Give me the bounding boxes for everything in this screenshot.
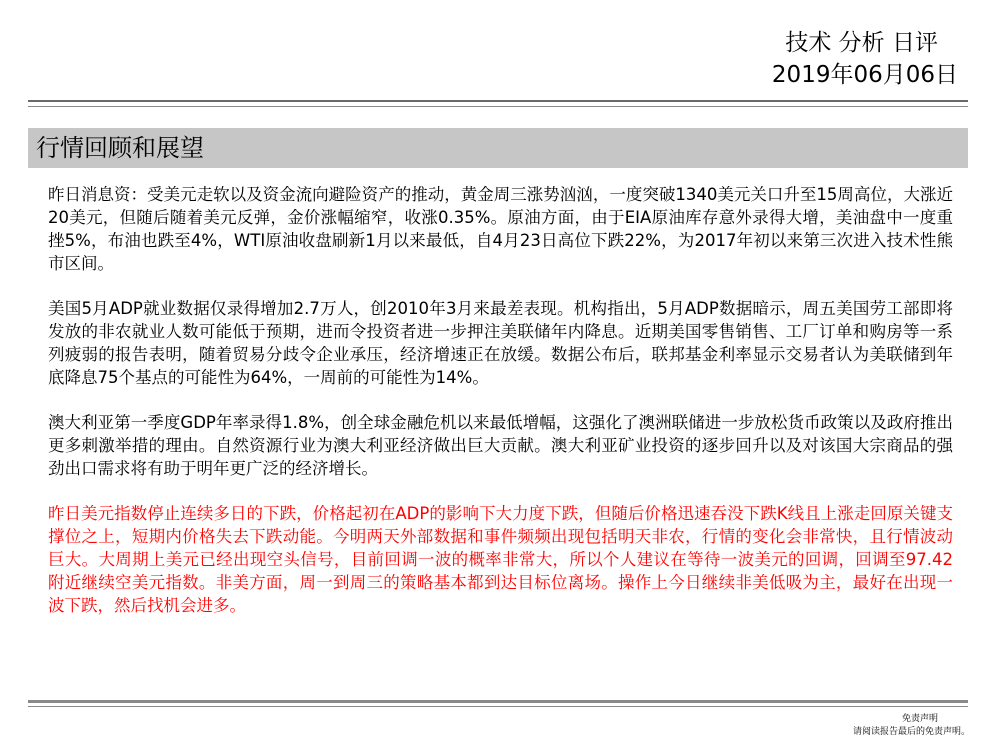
disclaimer-note: 请阅读报告最后的免责声明。 (852, 727, 970, 737)
content-body (48, 183, 953, 639)
header-divider-secondary (28, 106, 968, 107)
report-date: 2019年06月06日 (771, 62, 958, 88)
paragraph-strategy-highlight: 昨日美元指数停止连续多日的下跌，价格起初在ADP的影响下大力度下跌，但随后价格迅速吞没下跌K线且上涨走回原关键支撑位之上，短期内价格失去下跌动能。今明两天外部数据和事件频频出现包括明天非农，行情的变化会非常快，且行情波动巨大。大周期上美元已经出现空头信号，目前回调一波的概率非常大，所以个人建议在等待一波美元的回调，回调至97.42附近继续空美元指数。非美方面，周一到周三的策略基本都到达目标位离场。操作上今日继续非美低吸为主，最好在出现一波下跌，然后找机会进多。 (48, 504, 953, 615)
paragraph-us-adp: 美国5月ADP就业数据仅录得增加2.7万人，创2010年3月来最差表现。机构指出，5月ADP数据暗示，周五美国劳工部即将发放的非农就业人数可能低于预期，进而令投资者进一步押注美联储年内降息。近期美国零售销售、工厂订单和购房等一系列疲弱的报告表明，随着贸易分歧令企业承压，经济增速正在放缓。数据公布后，联邦基金利率显示交易者认为美联储到年底降息75个基点的可能性为64%，一周前的可能性为14%。 (48, 299, 953, 387)
footer-divider-secondary (28, 706, 968, 707)
header-divider (28, 100, 968, 102)
report-title: 技术 分析 日评 (785, 30, 938, 56)
paragraph-market-news: 昨日消息资：受美元走软以及资金流向避险资产的推动，黄金周三涨势汹汹，一度突破1340美元关口升至15周高位，大涨近20美元，但随后随着美元反弹，金价涨幅缩窄，收涨0.35%。原油方面，由于EIA原油库存意外录得大增，美油盘中一度重挫5%，布油也跌至4%，WTI原油收盘刷新1月以来最低，自4月23日高位下跌22%，为2017年初以来第三次进入技术性熊市区间。 (48, 185, 953, 273)
disclaimer-label: 免责声明 (901, 714, 938, 724)
section-title: 行情回顾和展望 (36, 134, 204, 162)
section-header-bar (28, 128, 968, 168)
paragraph-australia-gdp: 澳大利亚第一季度GDP年率录得1.8%，创全球金融危机以来最低增幅，这强化了澳洲联储进一步放松货币政策以及政府推出更多刺激举措的理由。自然资源行业为澳大利亚经济做出巨大贡献。澳大利亚矿业投资的逐步回升以及对该国大宗商品的强劲出口需求将有助于明年更广泛的经济增长。 (48, 413, 953, 478)
footer-divider (28, 700, 968, 703)
